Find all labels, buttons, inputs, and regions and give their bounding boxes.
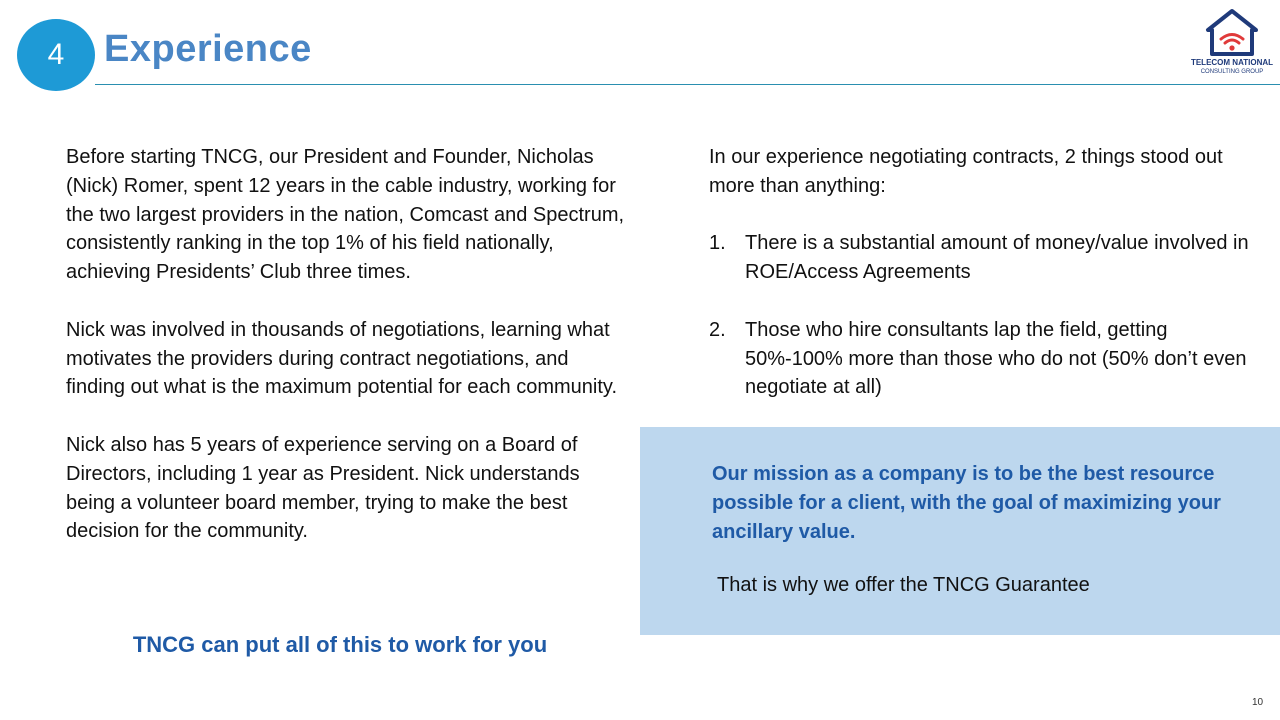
negotiations-paragraph: Nick was involved in thousands of negotiations, learning what motivates the providers during contract negotiations, and finding out what is the maximum potential for each community.	[66, 318, 617, 399]
list-item-number: 1.	[709, 232, 726, 255]
logo-line-1: TELECOM NATIONAL	[1190, 58, 1274, 67]
page-title: Experience	[104, 28, 312, 70]
insights-column	[709, 143, 1269, 431]
founder-experience-column	[66, 143, 626, 575]
board-paragraph: Nick also has 5 years of experience serving on a Board of Directors, including 1 year as President. Nick understands being a volunteer board member, trying to make the best decision for the community.	[66, 433, 580, 543]
list-item	[709, 229, 1269, 287]
header-divider	[95, 84, 1280, 85]
founder-background-paragraph: Before starting TNCG, our President and Founder, Nicholas (Nick) Romer, spent 12 years in the cable industry, working for the two largest providers in the nation, Comcast and Spectrum, consistently ranking in the top 1% of his field nationally, achieving Presidents’ Club three times.	[66, 146, 625, 284]
logo-line-2: CONSULTING GROUP	[1200, 69, 1264, 75]
list-item-text: There is a substantial amount of money/value involved in ROE/Access Agreements	[745, 232, 1249, 284]
page-number: 10	[1252, 697, 1264, 708]
company-logo-text	[1190, 59, 1274, 75]
insights-intro: In our experience negotiating contracts, 2 things stood out more than anything:	[709, 146, 1223, 197]
list-item	[709, 316, 1269, 402]
section-number-badge	[17, 19, 95, 91]
mission-statement: Our mission as a company is to be the best resource possible for a client, with the goal of maximizing your ancillary value.	[712, 463, 1221, 543]
list-item-text: Those who hire consultants lap the field, getting 50%-100% more than those who do not (50% don’t even negotiate at all)	[745, 318, 1247, 399]
guarantee-text: That is why we offer the TNCG Guarantee	[717, 574, 1090, 596]
mission-callout	[640, 427, 1280, 635]
insights-list	[709, 229, 1269, 402]
section-number: 4	[47, 38, 65, 71]
call-to-action: TNCG can put all of this to work for you	[132, 632, 548, 657]
list-item-number: 2.	[709, 318, 726, 341]
